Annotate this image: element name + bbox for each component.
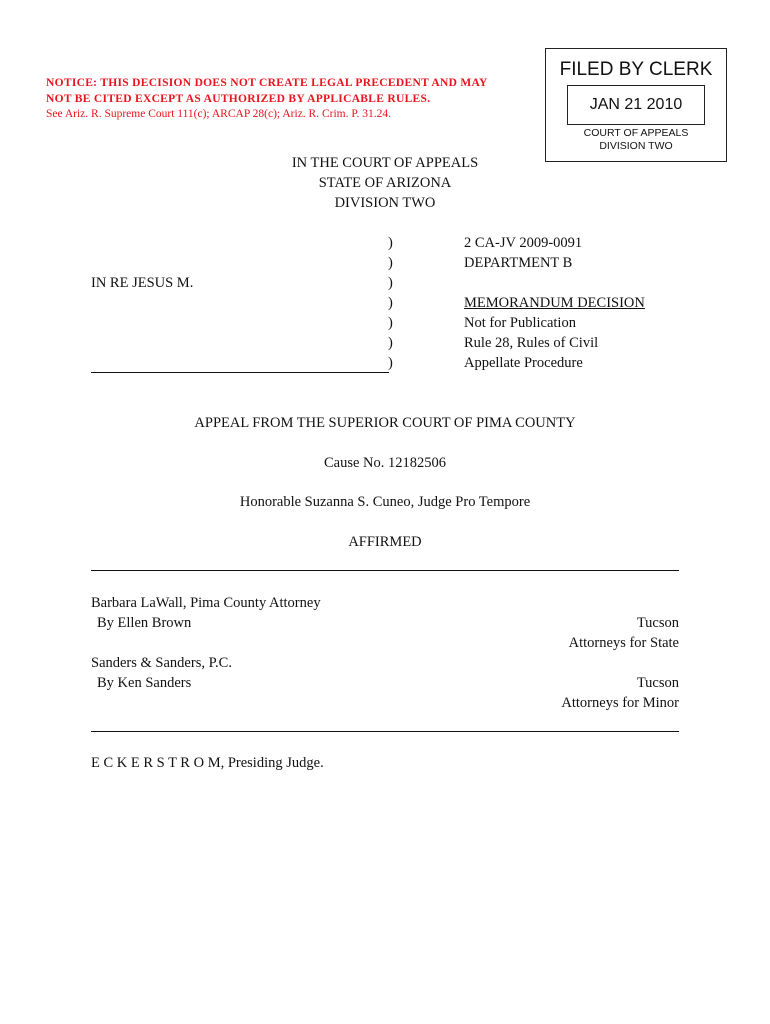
divider [91, 731, 679, 732]
counsel-by: By Ken Sanders [97, 675, 192, 691]
department: DEPARTMENT B [464, 255, 573, 271]
caption-paren: ) [388, 315, 393, 331]
result: AFFIRMED [348, 534, 422, 550]
opinion-author: E C K E R S T R O M, Presiding Judge. [91, 755, 324, 771]
caption-paren: ) [388, 335, 393, 351]
notice-citation: See Ariz. R. Supreme Court 111(c); ARCAP 28(c); Ariz. R. Crim. P. 31.24. [46, 108, 391, 120]
court-state: STATE OF ARIZONA [318, 175, 452, 191]
appeal-from: APPEAL FROM THE SUPERIOR COURT OF PIMA COUNTY [194, 415, 576, 431]
rule-reference: Rule 28, Rules of Civil [464, 335, 599, 351]
case-party: IN RE JESUS M. [91, 275, 194, 291]
counsel-city: Tucson [636, 675, 679, 691]
caption-paren: ) [388, 295, 393, 311]
stamp-court [546, 127, 726, 153]
caption-paren: ) [388, 275, 393, 291]
court-name: IN THE COURT OF APPEALS [291, 155, 479, 171]
filed-stamp [545, 48, 727, 162]
stamp-division-line: DIVISION TWO [599, 140, 673, 152]
stamp-court-line: COURT OF APPEALS [583, 127, 689, 139]
divider [91, 570, 679, 571]
caption-paren: ) [388, 235, 393, 251]
decision-type: MEMORANDUM DECISION [464, 295, 645, 311]
notice-line-2: NOT BE CITED EXCEPT AS AUTHORIZED BY APPLICABLE RULES. [46, 93, 431, 105]
caption-rule [91, 372, 389, 373]
stamp-title: FILED BY CLERK [559, 59, 713, 80]
counsel-role: Attorneys for Minor [561, 695, 679, 711]
counsel-by: By Ellen Brown [97, 615, 192, 631]
judge: Honorable Suzanna S. Cuneo, Judge Pro Tempore [239, 494, 531, 510]
caption-paren: ) [388, 255, 393, 271]
stamp-date: JAN 21 2010 [567, 85, 705, 125]
rule-reference-2: Appellate Procedure [464, 355, 583, 371]
publication-status: Not for Publication [464, 315, 576, 331]
caption-paren: ) [388, 355, 393, 371]
counsel-name: Barbara LaWall, Pima County Attorney [91, 595, 321, 611]
court-division: DIVISION TWO [334, 195, 436, 211]
counsel-role: Attorneys for State [568, 635, 679, 651]
case-number: 2 CA-JV 2009-0091 [464, 235, 583, 251]
notice-line-1: NOTICE: THIS DECISION DOES NOT CREATE LEGAL PRECEDENT AND MAY [46, 77, 488, 89]
counsel-name: Sanders & Sanders, P.C. [91, 655, 232, 671]
cause-number: Cause No. 12182506 [323, 455, 447, 471]
counsel-city: Tucson [636, 615, 679, 631]
